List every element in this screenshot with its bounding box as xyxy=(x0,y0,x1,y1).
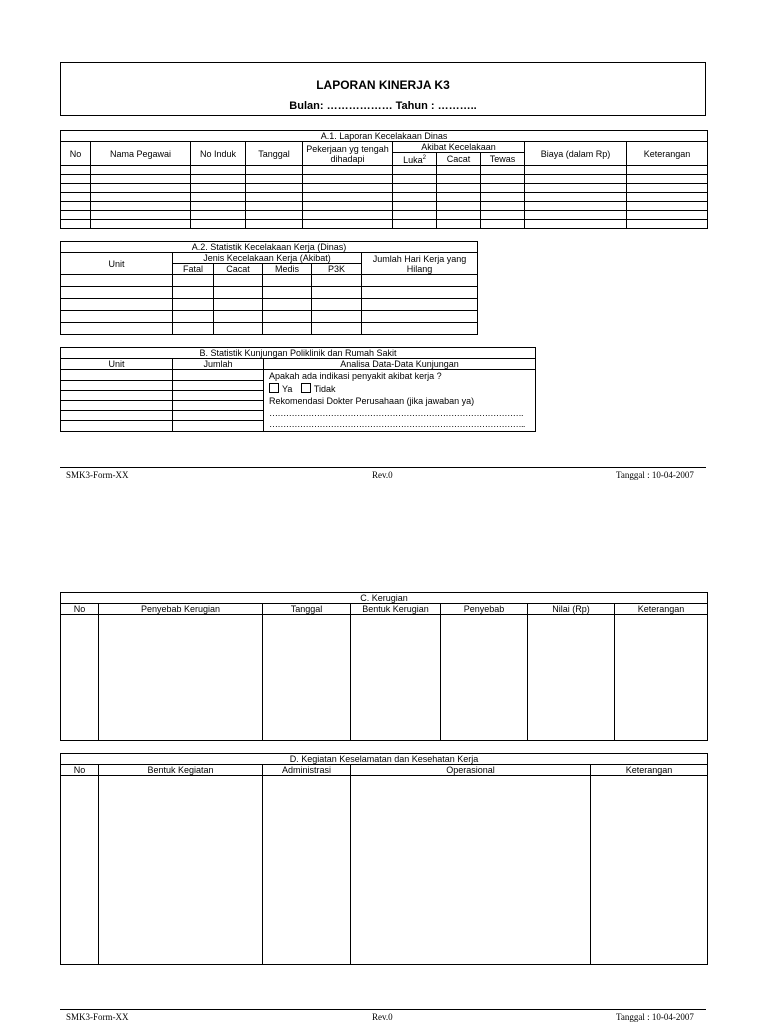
table-cell[interactable] xyxy=(99,615,263,741)
table-cell[interactable] xyxy=(61,311,173,323)
table-cell[interactable] xyxy=(91,184,191,193)
table-cell[interactable] xyxy=(393,211,437,220)
table-cell[interactable] xyxy=(481,175,525,184)
table-cell[interactable] xyxy=(437,220,481,229)
table-cell[interactable] xyxy=(362,287,478,299)
footer-revision: Rev.0 xyxy=(372,470,393,480)
table-cell[interactable] xyxy=(61,166,91,175)
table-row xyxy=(61,220,708,229)
table-cell[interactable] xyxy=(627,166,708,175)
col-operasional: Operasional xyxy=(351,765,591,776)
table-cell[interactable] xyxy=(393,166,437,175)
table-cell[interactable] xyxy=(528,615,615,741)
col-no: No xyxy=(61,142,91,166)
table-cell[interactable] xyxy=(627,184,708,193)
table-cell[interactable] xyxy=(61,370,173,381)
table-row xyxy=(61,776,708,965)
table-cell[interactable] xyxy=(437,166,481,175)
table-cell[interactable] xyxy=(61,211,91,220)
table-cell[interactable] xyxy=(263,776,351,965)
footer-date: Tanggal : 10-04-2007 xyxy=(616,470,694,480)
table-cell[interactable] xyxy=(191,166,246,175)
table-cell[interactable] xyxy=(481,202,525,211)
table-cell[interactable] xyxy=(214,275,263,287)
col-luka-label: Luka xyxy=(403,155,423,165)
table-cell[interactable] xyxy=(91,193,191,202)
table-cell[interactable] xyxy=(246,184,303,193)
report-period: Bulan: ……………… Tahun : ……….. xyxy=(289,100,477,112)
col-jenis-kecelakaan: Jenis Kecelakaan Kerja (Akibat) xyxy=(173,253,362,264)
table-b-kunjungan-poliklinik xyxy=(60,347,536,432)
table-cell[interactable] xyxy=(191,202,246,211)
table-cell[interactable] xyxy=(91,202,191,211)
table-cell[interactable] xyxy=(627,220,708,229)
table-row xyxy=(61,370,536,381)
table-cell[interactable] xyxy=(214,323,263,335)
table-cell[interactable] xyxy=(525,166,627,175)
table-cell[interactable] xyxy=(437,184,481,193)
table-cell[interactable] xyxy=(393,184,437,193)
table-cell[interactable] xyxy=(91,220,191,229)
table-cell[interactable] xyxy=(362,311,478,323)
table-cell[interactable] xyxy=(61,401,173,411)
table-cell[interactable] xyxy=(173,370,264,381)
table-cell[interactable] xyxy=(437,202,481,211)
table-cell[interactable] xyxy=(525,184,627,193)
table-cell[interactable] xyxy=(525,202,627,211)
table-cell[interactable] xyxy=(173,311,214,323)
table-cell[interactable] xyxy=(263,275,312,287)
footer-rule xyxy=(60,1009,706,1010)
table-row xyxy=(61,193,708,202)
table-cell[interactable] xyxy=(393,220,437,229)
col-luka xyxy=(393,153,437,166)
table-cell[interactable] xyxy=(312,299,362,311)
footer-form-code: SMK3-Form-XX xyxy=(66,1012,129,1022)
table-row xyxy=(61,323,478,335)
table-cell[interactable] xyxy=(61,323,173,335)
table-cell[interactable] xyxy=(351,776,591,965)
table-cell[interactable] xyxy=(525,193,627,202)
col-keterangan: Keterangan xyxy=(627,142,708,166)
col-penyebab: Penyebab xyxy=(441,604,528,615)
col-tewas: Tewas xyxy=(481,153,525,166)
dots-line-1[interactable]: ………………………………………………………………………………. xyxy=(269,408,523,418)
table-cell[interactable] xyxy=(351,615,441,741)
option-tidak-label: Tidak xyxy=(313,384,336,394)
table-cell[interactable] xyxy=(61,193,91,202)
checkbox-ya[interactable] xyxy=(269,383,279,393)
table-cell[interactable] xyxy=(191,184,246,193)
col-no: No xyxy=(61,604,99,615)
table-b-title: B. Statistik Kunjungan Poliklinik dan Rumah Sakit xyxy=(61,348,536,359)
table-cell[interactable] xyxy=(303,184,393,193)
table-cell[interactable] xyxy=(91,166,191,175)
dots-line-2[interactable]: ……………………………………………………………………………….. xyxy=(269,419,525,429)
table-cell[interactable] xyxy=(481,211,525,220)
table-cell[interactable] xyxy=(303,175,393,184)
table-cell[interactable] xyxy=(61,776,99,965)
table-cell[interactable] xyxy=(61,220,91,229)
table-cell[interactable] xyxy=(362,299,478,311)
table-cell[interactable] xyxy=(214,287,263,299)
table-cell[interactable] xyxy=(627,175,708,184)
table-row xyxy=(61,287,478,299)
col-penyebab-kerugian: Penyebab Kerugian xyxy=(99,604,263,615)
table-cell[interactable] xyxy=(303,211,393,220)
table-cell[interactable] xyxy=(263,311,312,323)
table-cell[interactable] xyxy=(91,211,191,220)
table-a2-title: A.2. Statistik Kecelakaan Kerja (Dinas) xyxy=(61,242,478,253)
table-row xyxy=(61,275,478,287)
table-cell[interactable] xyxy=(61,411,173,421)
table-cell[interactable] xyxy=(246,211,303,220)
table-a1-kecelakaan-dinas xyxy=(60,130,708,229)
col-bentuk-kegiatan: Bentuk Kegiatan xyxy=(99,765,263,776)
table-cell[interactable] xyxy=(437,175,481,184)
col-medis: Medis xyxy=(263,264,312,275)
table-cell[interactable] xyxy=(61,391,173,401)
table-cell[interactable] xyxy=(61,275,173,287)
col-bentuk-kerugian: Bentuk Kerugian xyxy=(351,604,441,615)
table-row xyxy=(61,615,708,741)
table-row xyxy=(61,211,708,220)
table-cell[interactable] xyxy=(173,411,264,421)
table-cell[interactable] xyxy=(312,287,362,299)
col-nilai: Nilai (Rp) xyxy=(528,604,615,615)
indikasi-options xyxy=(269,383,535,394)
table-cell[interactable] xyxy=(173,299,214,311)
table-cell[interactable] xyxy=(437,193,481,202)
table-cell[interactable] xyxy=(61,615,99,741)
col-no: No xyxy=(61,765,99,776)
table-cell[interactable] xyxy=(173,391,264,401)
table-cell[interactable] xyxy=(525,220,627,229)
checkbox-tidak[interactable] xyxy=(301,383,311,393)
footer-rule xyxy=(60,467,706,468)
table-cell[interactable] xyxy=(312,311,362,323)
footer-date: Tanggal : 10-04-2007 xyxy=(616,1012,694,1022)
analisa-cell xyxy=(264,370,536,432)
table-cell[interactable] xyxy=(61,299,173,311)
table-cell[interactable] xyxy=(246,175,303,184)
col-akibat-kecelakaan: Akibat Kecelakaan xyxy=(393,142,525,153)
table-cell[interactable] xyxy=(263,287,312,299)
footer-revision: Rev.0 xyxy=(372,1012,393,1022)
col-p3k: P3K xyxy=(312,264,362,275)
table-cell[interactable] xyxy=(441,615,528,741)
table-a1-title: A.1. Laporan Kecelakaan Dinas xyxy=(61,131,708,142)
table-cell[interactable] xyxy=(99,776,263,965)
table-row xyxy=(61,311,478,323)
table-cell[interactable] xyxy=(303,193,393,202)
col-keterangan: Keterangan xyxy=(591,765,708,776)
table-cell[interactable] xyxy=(61,381,173,391)
table-cell[interactable] xyxy=(191,220,246,229)
col-administrasi: Administrasi xyxy=(263,765,351,776)
col-fatal: Fatal xyxy=(173,264,214,275)
table-row xyxy=(61,299,478,311)
table-cell[interactable] xyxy=(437,211,481,220)
footer-form-code: SMK3-Form-XX xyxy=(66,470,129,480)
report-title: LAPORAN KINERJA K3 xyxy=(316,78,450,92)
table-a2-statistik-kecelakaan xyxy=(60,241,478,335)
table-cell[interactable] xyxy=(246,220,303,229)
table-cell[interactable] xyxy=(61,175,91,184)
table-cell[interactable] xyxy=(173,401,264,411)
table-cell[interactable] xyxy=(303,202,393,211)
col-tanggal: Tanggal xyxy=(246,142,303,166)
table-cell[interactable] xyxy=(362,323,478,335)
table-cell[interactable] xyxy=(481,166,525,175)
col-nama-pegawai: Nama Pegawai xyxy=(91,142,191,166)
table-row xyxy=(61,202,708,211)
table-cell[interactable] xyxy=(173,323,214,335)
table-cell[interactable] xyxy=(61,184,91,193)
table-c-kerugian xyxy=(60,592,708,741)
table-d-title: D. Kegiatan Keselamatan dan Kesehatan Kerja xyxy=(61,754,708,765)
table-c-title: C. Kerugian xyxy=(61,593,708,604)
col-cacat: Cacat xyxy=(437,153,481,166)
table-cell[interactable] xyxy=(303,166,393,175)
table-cell[interactable] xyxy=(312,275,362,287)
table-cell[interactable] xyxy=(173,421,264,432)
table-row xyxy=(61,166,708,175)
report-header xyxy=(60,62,706,116)
table-cell[interactable] xyxy=(263,299,312,311)
table-cell[interactable] xyxy=(362,275,478,287)
table-cell[interactable] xyxy=(263,615,351,741)
table-cell[interactable] xyxy=(191,211,246,220)
table-cell[interactable] xyxy=(173,275,214,287)
col-jumlah-hari-hilang: Jumlah Hari Kerja yang Hilang xyxy=(362,253,478,275)
table-cell[interactable] xyxy=(481,193,525,202)
rekomendasi-label: Rekomendasi Dokter Perusahaan (jika jawaban ya) xyxy=(269,396,475,406)
table-cell[interactable] xyxy=(214,299,263,311)
table-cell[interactable] xyxy=(173,381,264,391)
table-cell[interactable] xyxy=(393,202,437,211)
table-cell[interactable] xyxy=(312,323,362,335)
table-row xyxy=(61,175,708,184)
table-cell[interactable] xyxy=(61,287,173,299)
table-cell[interactable] xyxy=(246,193,303,202)
table-cell[interactable] xyxy=(173,287,214,299)
table-cell[interactable] xyxy=(393,175,437,184)
table-cell[interactable] xyxy=(627,193,708,202)
col-pekerjaan: Pekerjaan yg tengah dihadapi xyxy=(303,142,393,166)
table-cell[interactable] xyxy=(191,175,246,184)
col-unit: Unit xyxy=(61,359,173,370)
col-cacat: Cacat xyxy=(214,264,263,275)
col-jumlah: Jumlah xyxy=(173,359,264,370)
table-cell[interactable] xyxy=(263,323,312,335)
table-cell[interactable] xyxy=(615,615,708,741)
col-no-induk: No Induk xyxy=(191,142,246,166)
table-cell[interactable] xyxy=(191,193,246,202)
option-ya-label: Ya xyxy=(282,384,293,394)
table-cell[interactable] xyxy=(481,184,525,193)
table-cell[interactable] xyxy=(246,166,303,175)
col-keterangan: Keterangan xyxy=(615,604,708,615)
table-cell[interactable] xyxy=(591,776,708,965)
table-cell[interactable] xyxy=(91,175,191,184)
table-cell[interactable] xyxy=(303,220,393,229)
indikasi-question: Apakah ada indikasi penyakit akibat kerja ? xyxy=(269,371,442,381)
table-cell[interactable] xyxy=(214,311,263,323)
table-cell[interactable] xyxy=(393,193,437,202)
col-unit: Unit xyxy=(61,253,173,275)
table-cell[interactable] xyxy=(525,211,627,220)
table-d-kegiatan-k3 xyxy=(60,753,708,965)
table-cell[interactable] xyxy=(481,220,525,229)
table-cell[interactable] xyxy=(61,202,91,211)
col-tanggal: Tanggal xyxy=(263,604,351,615)
table-cell[interactable] xyxy=(246,202,303,211)
table-cell[interactable] xyxy=(525,175,627,184)
col-biaya: Biaya (dalam Rp) xyxy=(525,142,627,166)
col-analisa: Analisa Data-Data Kunjungan xyxy=(264,359,536,370)
table-cell[interactable] xyxy=(627,202,708,211)
table-cell[interactable] xyxy=(627,211,708,220)
table-row xyxy=(61,184,708,193)
col-luka-sup: 2 xyxy=(422,155,426,161)
table-cell[interactable] xyxy=(61,421,173,432)
